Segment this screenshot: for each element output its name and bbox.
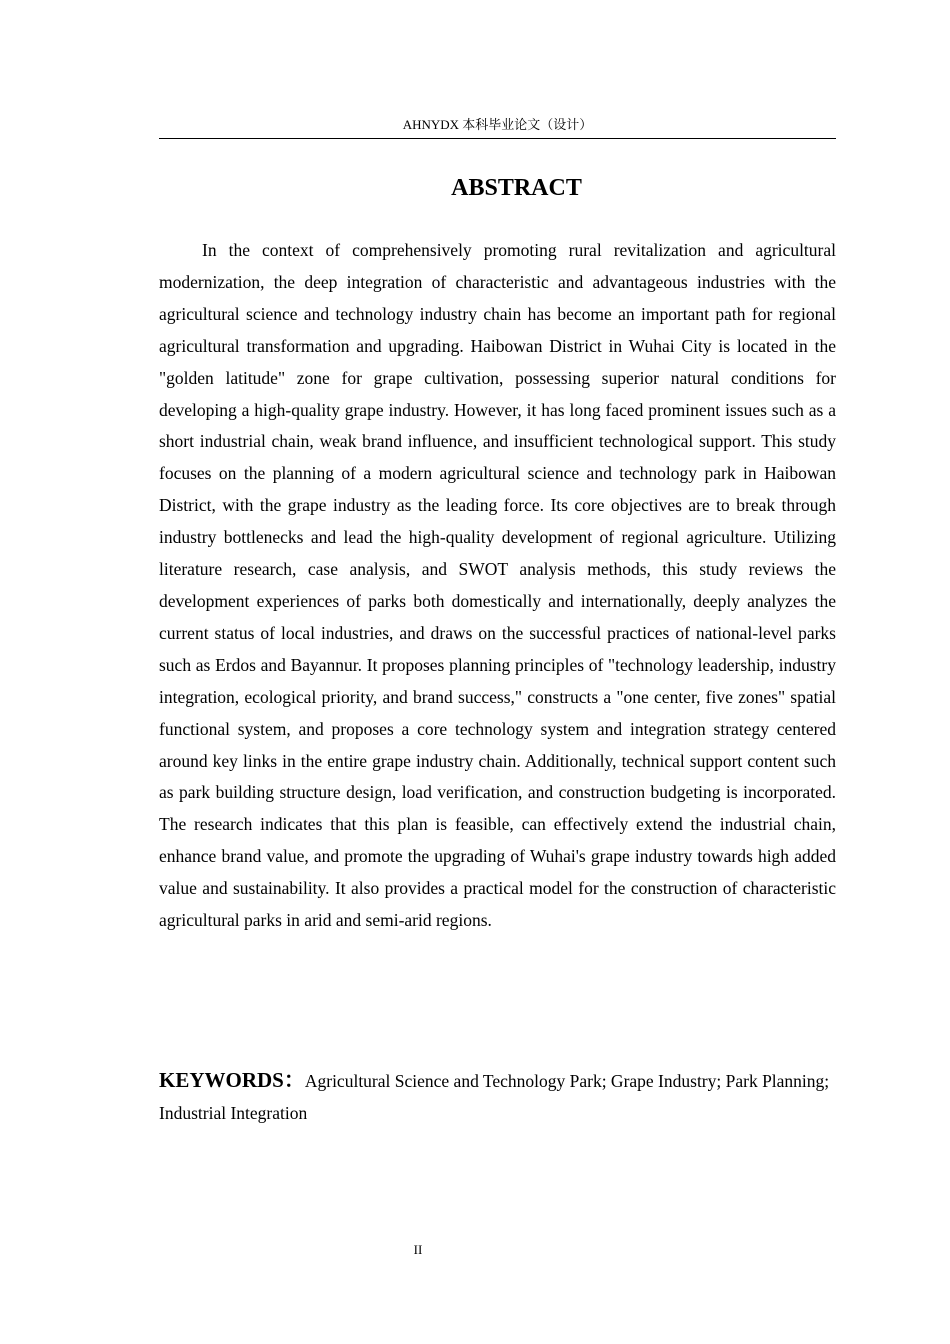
page-title: ABSTRACT [451, 175, 582, 201]
running-header-text: AHNYDX 本科毕业论文（设计） [402, 117, 593, 132]
running-header [159, 116, 836, 139]
keywords-section [159, 1064, 836, 1129]
keywords-label: KEYWORDS： [159, 1068, 305, 1092]
keywords-text: Agricultural Science and Technology Park; Grape Industry; Park Planning; Industrial Integration [159, 1071, 830, 1123]
abstract-paragraph: In the context of comprehensively promoting rural revitalization and agricultural modernization, the deep integration of characteristic and advantageous industries with the agricultural science and technology industry chain has become an important path for regional agricultural transformation and upgrading. Haibowan District in Wuhai City is located in the "golden latitude" zone for grape cultivation, possessing superior natural conditions for developing a high-quality grape industry. However, it has long faced prominent issues such as a short industrial chain, weak brand influence, and insufficient technological support. This study focuses on the planning of a modern agricultural science and technology park in Haibowan District, with the grape industry as the leading force. Its core objectives are to break through industry bottlenecks and lead the high-quality development of regional agriculture. Utilizing literature research, case analysis, and SWOT analysis methods, this study reviews the development experiences of parks both domestically and internationally, deeply analyzes the current status of local industries, and draws on the successful practices of national-level parks such as Erdos and Bayannur. It proposes planning principles of "technology leadership, industry integration, ecological priority, and brand success," constructs a "one center, five zones" spatial functional system, and proposes a core technology system and integration strategy centered around key links in the entire grape industry chain. Additionally, technical support content such as park building structure design, load verification, and construction budgeting is incorporated. The research indicates that this plan is feasible, can effectively extend the industrial chain, enhance brand value, and promote the upgrading of Wuhai's grape industry towards high added value and sustainability. It also provides a practical model for the construction of characteristic agricultural parks in arid and semi-arid regions. [159, 240, 836, 931]
page-number: II [413, 1242, 423, 1257]
